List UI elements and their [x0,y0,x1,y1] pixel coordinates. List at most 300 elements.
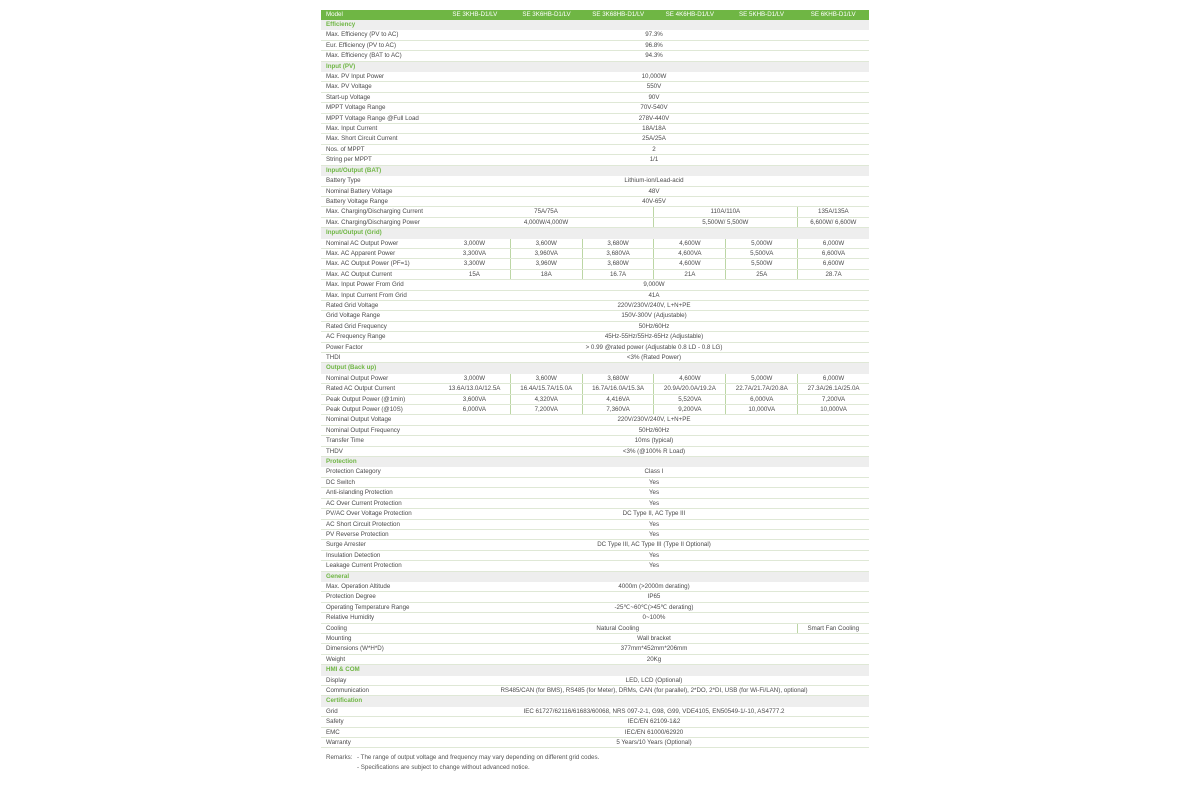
spec-row [321,613,869,623]
spec-value: 6,000VA [725,395,797,404]
spec-row [321,644,869,654]
spec-label: Battery Type [326,177,361,185]
spec-row [321,488,869,498]
spec-values [439,51,869,60]
spec-value: 220V/230V/240V, L+N+PE [617,416,691,424]
spec-value: 16.4A/15.7A/15.0A [510,384,582,393]
spec-values [439,145,869,154]
spec-value: IP65 [647,593,661,601]
section-title: Output (Back up) [326,364,377,372]
remarks-label: Remarks: [326,754,353,762]
spec-values [439,176,869,185]
spec-label: Max. Efficiency (PV to AC) [326,31,399,39]
spec-label: Max. Input Current From Grid [326,291,407,299]
spec-values [439,218,869,227]
spec-row [321,124,869,134]
spec-value: 5,000W [725,374,797,383]
remark-line: - The range of output voltage and frequency may vary depending on different grid codes. [357,754,600,762]
spec-value: 20.9A/20.0A/19.2A [653,384,725,393]
model-header-cell: SE 6KHB-D1/LV [810,11,856,18]
spec-values [439,405,869,414]
spec-value: 4,320VA [510,395,582,404]
spec-label: MPPT Voltage Range @Full Load [326,114,419,122]
spec-value: 48V [648,187,660,195]
spec-label: Surge Arrester [326,541,366,549]
spec-label: Max. PV Voltage [326,83,372,91]
spec-row [321,103,869,113]
spec-values [439,395,869,404]
spec-row [321,114,869,124]
spec-row [321,655,869,665]
spec-values [439,259,869,268]
spec-values [439,655,869,664]
spec-label: Grid [326,707,338,715]
spec-label: Safety [326,718,344,726]
spec-values [439,478,869,487]
spec-value: 3,300W [463,260,486,268]
spec-value: 5,520VA [653,395,725,404]
spec-row [321,249,869,259]
spec-value: 10,000W [641,73,667,81]
section-header [321,363,869,373]
spec-values [439,270,869,279]
section-header [321,665,869,675]
spec-values [439,686,869,695]
spec-label: Cooling [326,624,347,632]
spec-value: 3,680VA [582,249,654,258]
spec-label: Nominal Battery Voltage [326,187,393,195]
section-header [321,20,869,30]
spec-value: 6,000W [797,374,869,383]
spec-row [321,728,869,738]
spec-label: Peak Output Power (@10S) [326,406,403,414]
spec-label: MPPT Voltage Range [326,104,386,112]
spec-value: 50Hz/60Hz [638,322,670,330]
spec-values [439,114,869,123]
spec-value: IEC 61727/62116/61683/60068, NRS 097-2-1, G98, G99, VDE4105, EN50549-1/-10, AS4777.2 [523,707,785,715]
spec-row [321,51,869,61]
spec-values [439,239,869,248]
spec-value: > 0.99 @rated power (Adjustable 0.8 LD - 0.8 LG) [585,343,723,351]
spec-values [439,82,869,91]
spec-value: 6,000W [797,239,869,248]
spec-values [439,322,869,331]
spec-values [439,207,869,216]
model-header-cell: SE 5KHB-D1/LV [739,11,784,18]
spec-label: Operating Temperature Range [326,603,410,611]
spec-value: 41A [648,291,660,299]
spec-label: Power Factor [326,343,363,351]
spec-row [321,270,869,280]
spec-label: Start-up Voltage [326,93,371,101]
spec-row [321,72,869,82]
spec-values [439,301,869,310]
spec-value: 3,600W [510,239,582,248]
section-header [321,62,869,72]
spec-values [439,426,869,435]
spec-label: AC Short Circuit Protection [326,520,400,528]
spec-value: 278V-440V [638,114,670,122]
spec-values [439,561,869,570]
table-header-row [321,10,869,20]
spec-row [321,82,869,92]
spec-values [439,551,869,560]
spec-value: 21A [653,270,725,279]
spec-value: 6,000VA [462,406,487,414]
spec-row [321,624,869,634]
spec-value: 25A/25A [642,135,666,143]
spec-row [321,467,869,477]
spec-value: 4,000W/4,000W [523,218,569,226]
spec-table-body [321,20,869,748]
spec-values [439,155,869,164]
spec-values [439,707,869,716]
spec-label: Max. AC Output Power (PF=1) [326,260,410,268]
remark-line: - Specifications are subject to change without advanced notice. [357,764,530,772]
spec-value: 6,600W [797,259,869,268]
spec-value: 18A/18A [642,125,666,133]
spec-row [321,436,869,446]
section-title: Protection [326,458,357,466]
spec-row [321,207,869,217]
spec-row [321,301,869,311]
spec-values [439,644,869,653]
spec-values [439,499,869,508]
spec-value: 5,000W [725,239,797,248]
spec-row [321,280,869,290]
spec-value: 9,200VA [653,405,725,414]
spec-values [439,103,869,112]
spec-value: 550V [646,83,662,91]
spec-values [439,540,869,549]
spec-value: 75A/75A [534,208,558,216]
spec-row [321,520,869,530]
spec-value: 7,200VA [797,395,869,404]
spec-values [439,436,869,445]
spec-value: 1/1 [649,156,659,164]
spec-value: 7,360VA [582,405,654,414]
model-header-cell: SE 4K6HB-D1/LV [665,11,715,18]
spec-label: Nos. of MPPT [326,145,365,153]
spec-values [439,249,869,258]
spec-value: 3,680W [582,374,654,383]
spec-value: 5,500W [725,259,797,268]
spec-label: Anti-islanding Protection [326,489,393,497]
spec-value: 22.7A/21.7A/20.8A [725,384,797,393]
spec-row [321,93,869,103]
spec-label: Relative Humidity [326,614,375,622]
spec-value: 6,600W/ 6,600W [797,218,869,227]
spec-row [321,676,869,686]
spec-values [439,613,869,622]
spec-label: Insulation Detection [326,551,381,559]
spec-row [321,686,869,696]
spec-label: Max. AC Output Current [326,270,393,278]
spec-row [321,30,869,40]
spec-value: 3,960W [510,259,582,268]
spec-value: 45Hz-55Hz/55Hz-65Hz (Adjustable) [604,333,704,341]
spec-value: IEC/EN 61000/62920 [624,728,684,736]
spec-values [439,30,869,39]
spec-row [321,384,869,394]
spec-value: 4,600W [653,259,725,268]
spec-label: Max. Efficiency (BAT to AC) [326,52,402,60]
spec-value: 4,416VA [582,395,654,404]
spec-values [439,488,869,497]
spec-label: Protection Degree [326,593,376,601]
spec-value: 15A [468,270,480,278]
model-header-cells [439,10,869,20]
spec-value: 135A/135A [797,207,869,216]
spec-label: Max. Charging/Discharging Power [326,218,420,226]
spec-label: Rated Grid Frequency [326,322,387,330]
spec-row [321,395,869,405]
model-header-cell: SE 3K68HB-D1/LV [592,11,645,18]
spec-values [439,332,869,341]
spec-row [321,218,869,228]
section-header [321,166,869,176]
spec-value: 0~100% [642,614,666,622]
spec-value: 3,600W [510,374,582,383]
spec-value: 3,000W [463,374,486,382]
spec-value: 25A [725,270,797,279]
model-header-cell: SE 3KHB-D1/LV [452,11,498,18]
spec-value: 50Hz/60Hz [638,426,670,434]
spec-row [321,343,869,353]
spec-values [439,280,869,289]
spec-values [439,467,869,476]
spec-label: Leakage Current Protection [326,562,402,570]
spec-value: Yes [648,499,660,507]
spec-row [321,426,869,436]
spec-value: 5 Years/10 Years (Optional) [616,739,692,747]
spec-row [321,561,869,571]
spec-value: 3,300VA [462,249,487,257]
spec-row [321,197,869,207]
spec-row [321,134,869,144]
spec-value: 4000m (>2000m derating) [618,582,690,590]
spec-value: 27.3A/26.1A/25.0A [797,384,869,393]
spec-value: 3,680W [582,239,654,248]
spec-values [439,520,869,529]
spec-row [321,592,869,602]
spec-value: 377mm*452mm*206mm [620,645,688,653]
spec-values [439,582,869,591]
spec-values [439,197,869,206]
spec-label: Max. AC Apparent Power [326,249,396,257]
spec-value: DC Type III, AC Type III (Type II Optional) [597,541,711,549]
spec-label: Nominal AC Output Power [326,239,399,247]
spec-values [439,353,869,362]
spec-value: 150V-300V (Adjustable) [621,312,687,320]
spec-value: Yes [648,551,660,559]
spec-values [439,134,869,143]
spec-value: -25℃~60℃(>45℃ derating) [614,603,694,611]
spec-label: Communication [326,687,369,694]
spec-row [321,447,869,457]
spec-label: Transfer Time [326,437,364,445]
spec-value: Natural Cooling [596,624,640,632]
spec-label: Weight [326,655,346,663]
spec-values [439,603,869,612]
spec-label: THDV [326,447,343,455]
section-title: HMI & COM [326,666,360,674]
spec-label: EMC [326,728,340,736]
spec-row [321,707,869,717]
spec-row [321,530,869,540]
spec-value: 220V/230V/240V, L+N+PE [617,301,691,309]
spec-label: Eur. Efficiency (PV to AC) [326,41,397,49]
spec-values [439,187,869,196]
spec-value: 70V-540V [640,104,668,112]
spec-value: Yes [648,489,660,497]
spec-label: Max. Input Power From Grid [326,281,404,289]
spec-label: Peak Output Power (@1min) [326,395,406,403]
spec-value: 4,600W [653,374,725,383]
spec-row [321,509,869,519]
spec-value: 16.7A [582,270,654,279]
spec-row [321,239,869,249]
spec-values [439,447,869,456]
spec-row [321,717,869,727]
spec-label: String per MPPT [326,156,372,164]
spec-values [439,415,869,424]
spec-value: 97.3% [645,31,663,39]
spec-value: 7,200VA [510,405,582,414]
spec-row [321,41,869,51]
spec-label: Nominal Output Voltage [326,416,392,424]
spec-value: 18A [510,270,582,279]
spec-value: 13.6A/13.0A/12.5A [448,385,501,393]
section-header [321,228,869,238]
spec-values [439,311,869,320]
spec-values [439,530,869,539]
spec-value: 90V [648,93,660,101]
spec-values [439,624,869,633]
spec-label: Nominal Output Frequency [326,426,400,434]
spec-label: PV/AC Over Voltage Protection [326,510,412,518]
spec-value: 10,000VA [797,405,869,414]
section-title: Certification [326,697,363,705]
spec-label: Rated Grid Voltage [326,301,379,309]
spec-value: 20Kg [646,655,662,663]
spec-value: 5,500W/ 5,500W [653,218,797,227]
spec-value: 4,600VA [653,249,725,258]
spec-row [321,540,869,550]
spec-row [321,155,869,165]
spec-row [321,405,869,415]
model-header-cell: SE 3K6HB-D1/LV [522,11,571,18]
spec-value: 10,000VA [725,405,797,414]
section-header [321,572,869,582]
spec-value: <3% (Rated Power) [626,354,682,361]
spec-value: 3,600VA [462,395,487,403]
spec-row [321,353,869,363]
spec-values [439,72,869,81]
spec-values [439,93,869,102]
spec-value: 110A/110A [653,207,797,216]
section-title: Input (PV) [326,62,356,70]
spec-value: 96.8% [645,41,663,49]
spec-values [439,124,869,133]
spec-value: Yes [648,478,660,486]
spec-row [321,634,869,644]
spec-value: RS485/CAN (for BMS), RS485 (for Meter), DRMs, CAN (for parallel), 2*DO, 2*DI, USB (for Wi-Fi/LAN), optional) [500,687,808,694]
spec-label: Battery Voltage Range [326,197,388,205]
spec-value: 16.7A/16.0A/15.3A [582,384,654,393]
spec-label: PV Reverse Protection [326,530,389,538]
spec-row [321,332,869,342]
spec-value: 4,600W [653,239,725,248]
spec-label: DC Switch [326,478,355,486]
spec-values [439,343,869,352]
spec-row [321,259,869,269]
spec-label: Dimensions (W*H*D) [326,645,384,653]
spec-values [439,634,869,643]
spec-row [321,478,869,488]
spec-values [439,676,869,685]
spec-value: Yes [648,562,660,570]
spec-label: Max. Input Current [326,125,378,133]
spec-value: 10ms (typical) [634,437,674,445]
spec-row [321,738,869,748]
spec-value: Lithium-ion/Lead-acid [624,177,684,185]
spec-label: Max. Operation Altitude [326,582,391,590]
model-label: Model [326,11,343,18]
spec-values [439,728,869,737]
spec-values [439,509,869,518]
section-title: Input/Output (BAT) [326,166,382,174]
spec-row [321,499,869,509]
spec-values [439,291,869,300]
spec-values [439,717,869,726]
spec-row [321,603,869,613]
spec-value: 5,500VA [725,249,797,258]
spec-label: Warranty [326,739,351,747]
spec-values [439,374,869,383]
spec-values [439,41,869,50]
spec-value: 40V-65V [642,197,666,205]
section-title: Efficiency [326,21,356,28]
section-title: Input/Output (Grid) [326,229,382,237]
spec-label: THDI [326,354,341,361]
spec-label: Nominal Output Power [326,374,389,382]
spec-value: <3% (@100% R Load) [622,447,686,455]
spec-value: 9,000W [643,281,665,289]
spec-value: Wall bracket [637,634,671,642]
spec-value: 28.7A [797,270,869,279]
spec-value: 94.3% [645,52,663,60]
spec-value: Class I [644,468,664,476]
spec-label: AC Over Current Protection [326,499,402,507]
spec-label: Max. PV Input Power [326,73,385,81]
spec-label: Max. Charging/Discharging Current [326,208,423,216]
spec-label: Display [326,676,347,684]
spec-label: Mounting [326,634,352,642]
spec-label: Rated AC Output Current [326,385,396,393]
spec-row [321,311,869,321]
spec-value: 3,000W [463,239,486,247]
spec-row [321,291,869,301]
spec-row [321,582,869,592]
spec-row [321,322,869,332]
section-title: General [326,572,350,580]
spec-value: 3,960VA [510,249,582,258]
spec-value: LED, LCD (Optional) [625,676,683,684]
spec-row [321,176,869,186]
spec-value: 2 [652,145,656,153]
section-header [321,457,869,467]
